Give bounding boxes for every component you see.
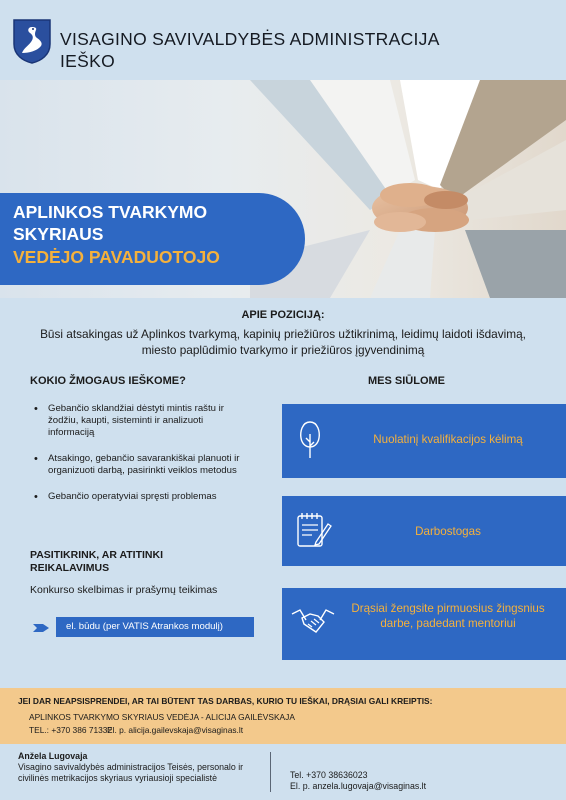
contact-person: APLINKOS TVARKYMO SKYRIAUS VEDĖJA - ALICIJA GAILĖVSKAJA [29,712,295,722]
handshake-icon [290,606,336,638]
job-title-line2: SKYRIAUS [13,224,104,244]
apply-vatis-button[interactable]: el. būdu (per VATIS Atrankos modulį) [56,617,254,637]
check-requirements-heading [30,549,163,575]
contact-email: El. p. alicija.gailevskaja@visaginas.lt [107,725,244,735]
requirement-text: Gebančio operatyviai spręsti problemas [48,491,217,502]
hr-phone: Tel. +370 38636023 [290,770,368,780]
offer-text: Darbostogas [415,525,481,538]
contact-phone: TEL.: +370 386 71332 [29,725,113,735]
hr-contact-info [290,770,426,792]
notepad-icon [296,510,332,550]
offer-text: Nuolatinį kvalifikacijos kėlimą [373,433,523,446]
hr-name: Anžela Lugovaja [18,751,88,761]
competition-notice-text: Konkurso skelbimas ir prašymų teikimas [30,584,218,596]
hr-contact-block [18,751,258,784]
about-heading: APIE POZICIJĄ: [241,309,325,321]
job-title-line1: APLINKOS TVARKYMO [13,202,208,222]
offer-text: Drąsiai žengsite pirmuosius žingsnius darbe, padedant mentoriui [351,602,545,630]
list-item [34,491,244,503]
offer-card-workation [282,496,566,566]
tree-icon [298,420,322,460]
job-title-panel [0,193,305,285]
job-title-position: VEDĖJO PAVADUOTOJO [13,247,220,267]
contact-call-text: JEI DAR NEAPSISPRENDEI, AR TAI BŪTENT TAS DARBAS, KURIO TU IEŠKAI, DRĄSIAI GALI KREIPTIS: [18,696,433,706]
requirement-text: Atsakingo, gebančio savarankiškai planuoti ir organizuoti darbą, pasirinkti veiklos metodus [48,453,240,476]
hr-title: Visagino savivaldybės administracijos Teisės, personalo ir civilinės metrikacijos skyriaus vyriausioji specialistė [18,762,244,783]
list-item [34,453,244,477]
divider [270,752,271,792]
requirements-list [34,403,244,517]
swan-crest-icon [12,18,52,64]
bullet-icon: • [34,403,38,415]
organization-title-line1: VISAGINO SAVIVALDYBĖS ADMINISTRACIJA [60,29,440,49]
requirement-text: Gebančio sklandžiai dėstyti mintis raštu ir žodžiu, kaupti, sisteminti ir analizuoti informaciją [48,403,224,438]
header [0,0,566,80]
list-item [34,403,244,439]
bullet-icon: • [34,491,38,503]
organization-title-line2: IEŠKO [60,51,115,71]
seeking-heading: KOKIO ŽMOGAUS IEŠKOME? [30,375,186,387]
check-heading-line1: PASITIKRINK, AR ATITINKI [30,549,163,561]
check-heading-line2: REIKALAVIMUS [30,562,110,574]
about-text: Būsi atsakingas už Aplinkos tvarkymą, kapinių priežiūros užtikrinimą, leidimų laidoti išdavimą, miesto paplūdimio tvarkymo ir priežiūros įgyvendinimą [40,327,526,357]
offer-card-training [282,404,566,478]
offer-heading: MES SIŪLOME [368,375,446,387]
organization-title [60,28,440,72]
hero-banner [0,80,566,298]
hr-email: El. p. anzela.lugovaja@visaginas.lt [290,781,427,791]
offer-card-mentor [282,588,566,660]
arrow-right-icon [33,622,51,634]
bullet-icon: • [34,453,38,465]
